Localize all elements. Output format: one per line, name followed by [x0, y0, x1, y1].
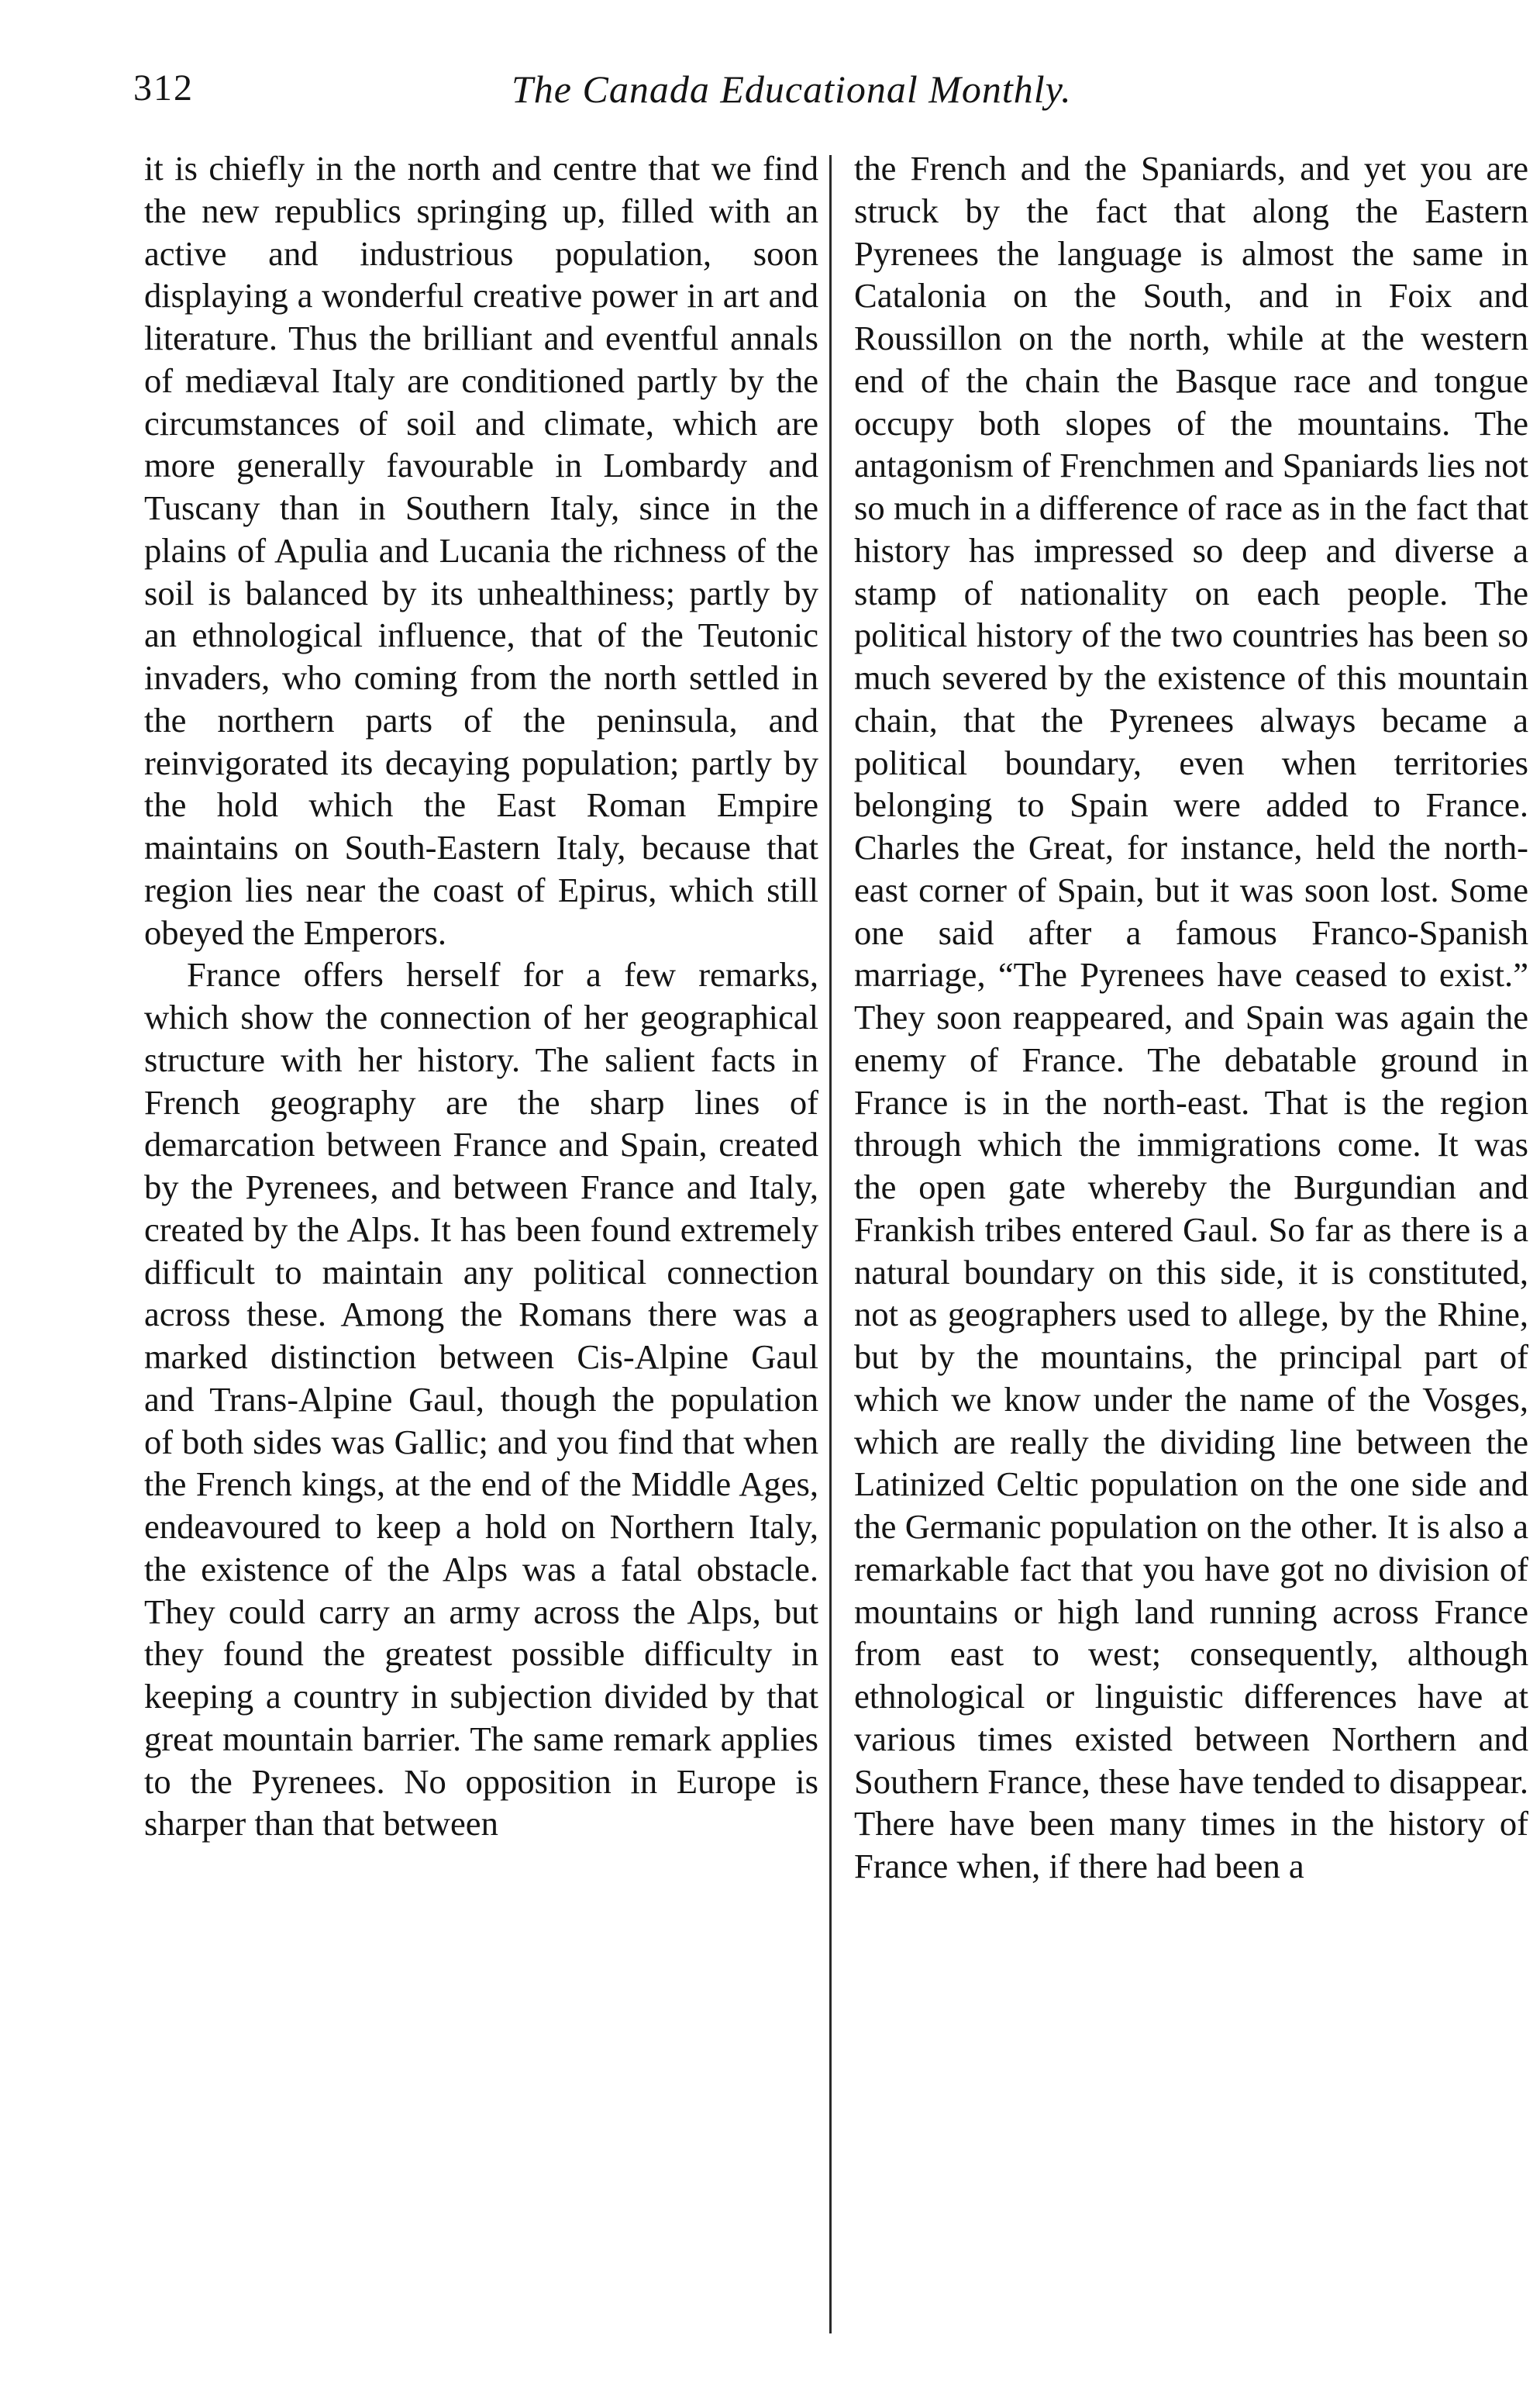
left-paragraph-2: France offers herself for a few remarks, which show the connection of her geographical structure with her history. The salient facts in French geography are the sharp lines of demarcation between France and Spain, created by the Pyrenees, and between France and Italy, created by the Alps. It has been found extremely difficult to maintain any political connection across these. Among the Romans there was a marked distinction between Cis-Alpine Gaul and Trans-Alpine Gaul, though the population of both sides was Gallic; and you find that when the French kings, at the end of the Middle Ages, endeavoured to keep a hold on Northern Italy, the existence of the Alps was a fatal obstacle. They could carry an army across the Alps, but they found the greatest possible difficulty in keeping a country in subjection divided by that great mountain barrier. The same remark applies to the Pyrenees. No opposition in Europe is sharper than that between	[144, 955, 818, 1844]
running-title: The Canada Educational Monthly.	[512, 67, 1072, 111]
right-column	[854, 147, 1528, 1888]
page-number: 312	[133, 67, 194, 109]
left-paragraph-1: it is chiefly in the north and centre that we find the new republics springing up, filled with an active and industrious population, soon displaying a wonderful creative power in art and literature. Thus the brilliant and eventful annals of mediæval Italy are conditioned partly by the circumstances of soil and climate, which are more generally favourable in Lombardy and Tuscany than in Southern Italy, since in the plains of Apulia and Lucania the richness of the soil is balanced by its unhealthiness; partly by an ethnological influence, that of the Teutonic invaders, who coming from the north settled in the northern parts of the peninsula, and reinvigorated its decaying population; partly by the hold which the East Roman Empire maintains on South-Eastern Italy, because that region lies near the coast of Epirus, which still obeyed the Emperors.	[144, 149, 818, 952]
column-divider	[829, 155, 832, 2333]
right-paragraph-1: the French and the Spaniards, and yet you are struck by the fact that along the Eastern Pyrenees the language is almost the same in Catalonia on the South, and in Foix and Roussillon on the north, while at the western end of the chain the Basque race and tongue occupy both slopes of the mountains. The antagonism of Frenchmen and Spaniards lies not so much in a difference of race as in the fact that history has impressed so deep and diverse a stamp of nationality on each people. The political history of the two countries has been so much severed by the existence of this mountain chain, that the Pyrenees always became a political boundary, even when territories belonging to Spain were added to France. Charles the Great, for instance, held the north-east corner of Spain, but it was soon lost. Some one said after a famous Franco-Spanish marriage, “The Pyrenees have ceased to exist.” They soon reappeared, and Spain was again the enemy of France. The debatable ground in France is in the north-east. That is the region through which the immigrations come. It was the open gate whereby the Burgundian and Frankish tribes entered Gaul. So far as there is a natural boundary on this side, it is constituted, not as geographers used to allege, by the Rhine, but by the mountains, the principal part of which we know under the name of the Vosges, which are really the dividing line between the Latinized Celtic population on the one side and the Germanic population on the other. It is also a remarkable fact that you have got no division of mountains or high land running across France from east to west; consequently, although ethnological or linguistic differences have at various times existed between Northern and Southern France, these have tended to disappear. There have been many times in the history of France when, if there had been a	[854, 149, 1528, 1885]
left-column	[144, 147, 818, 1845]
